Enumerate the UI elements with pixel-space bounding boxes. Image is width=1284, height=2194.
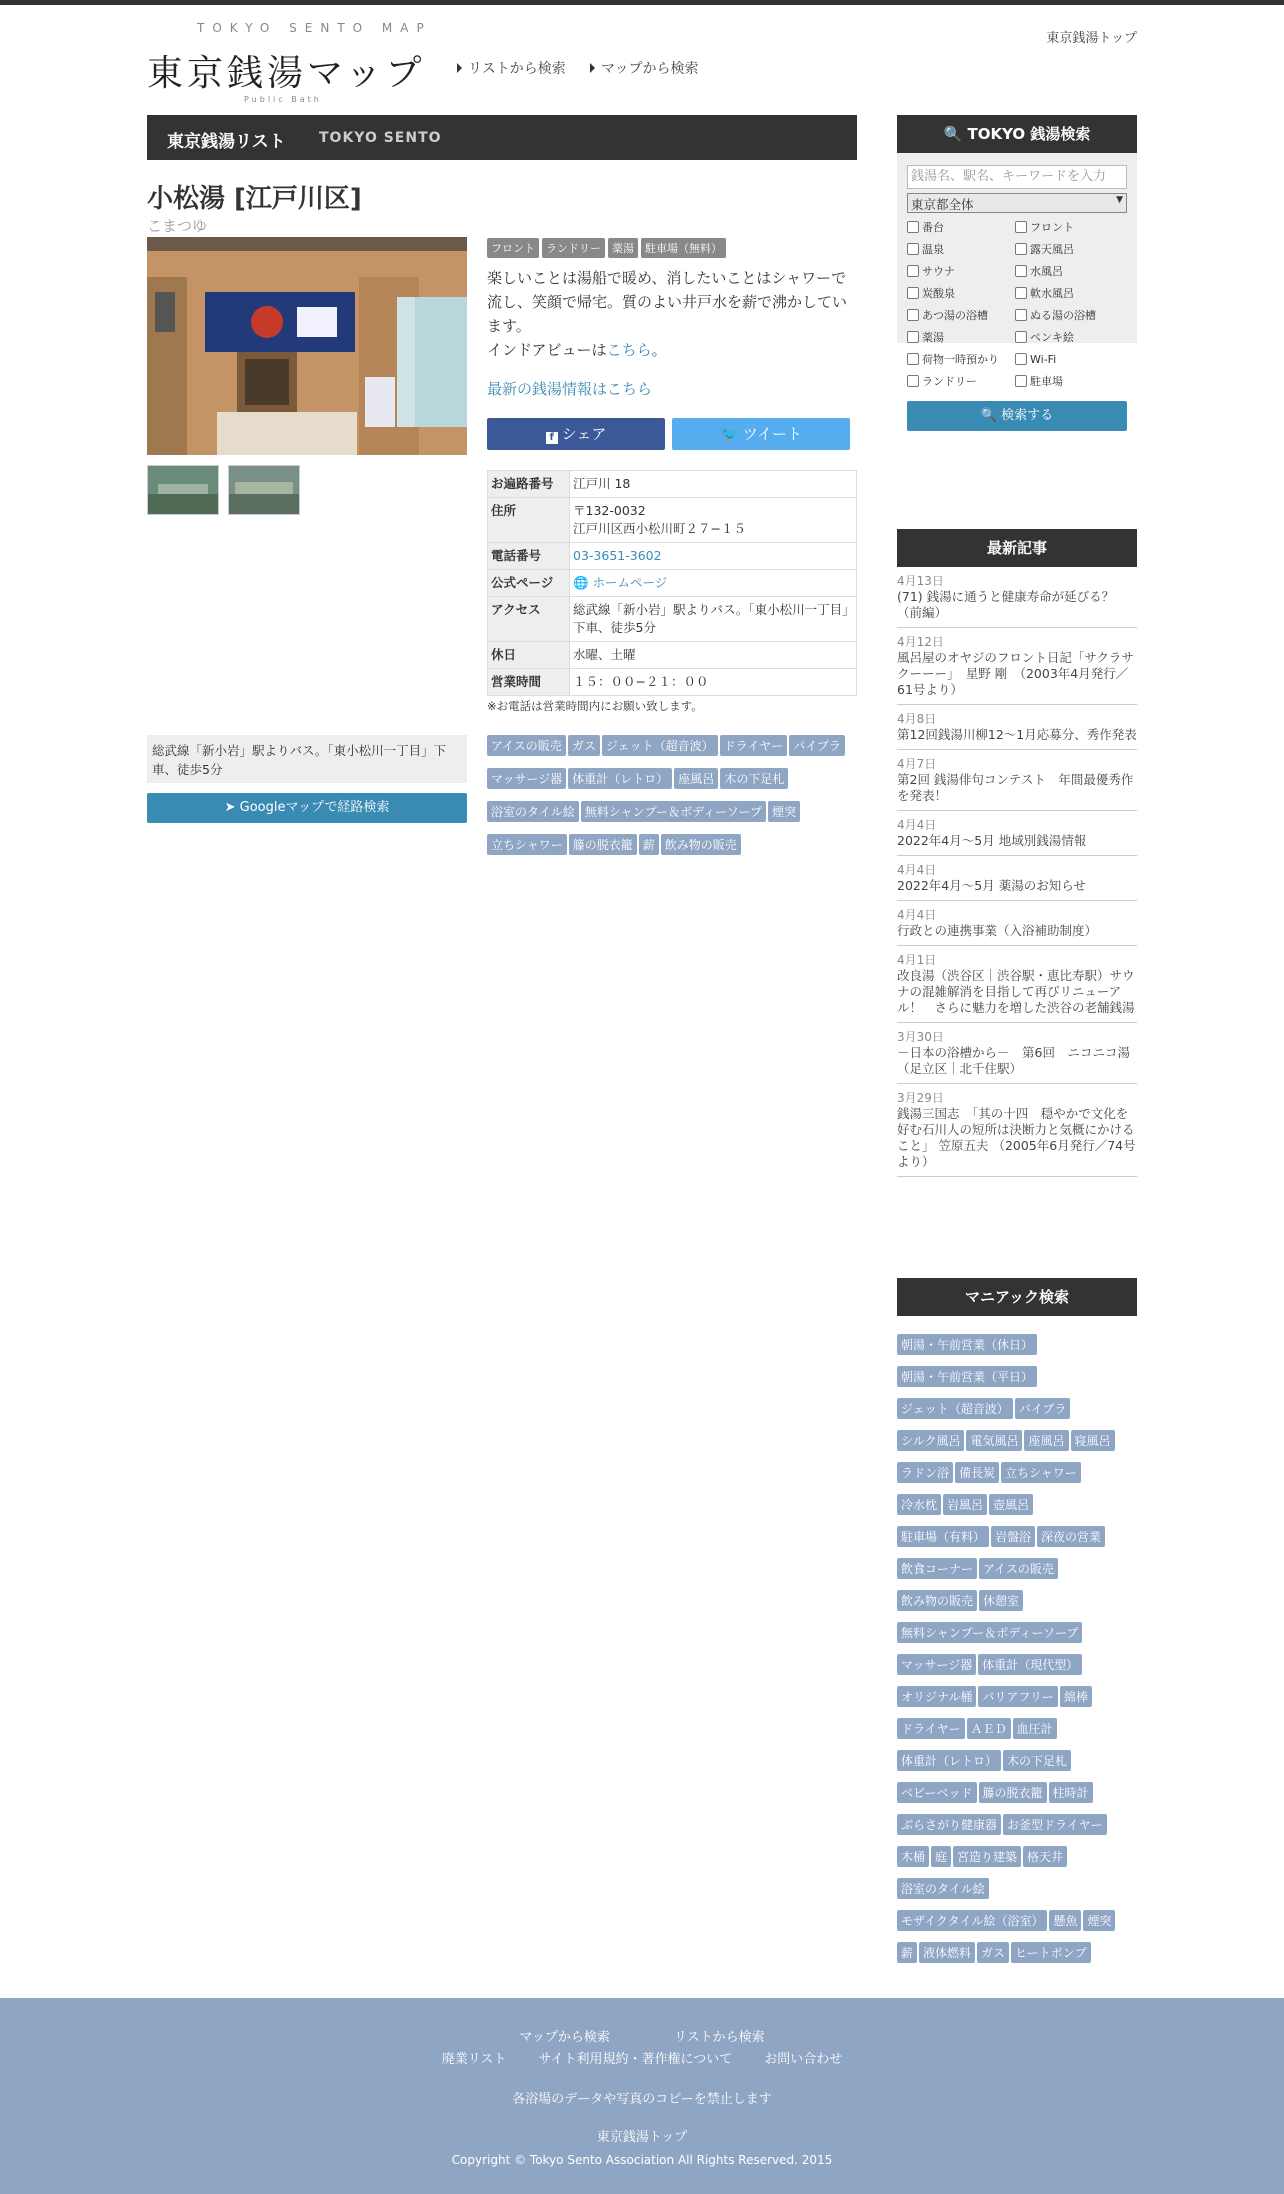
phone-note: ※お電話は営業時間内にお願い致します。 [487,699,703,713]
maniac-tag[interactable]: 深夜の営業 [1037,1526,1105,1547]
news-date: 4月4日 [897,818,937,832]
checkbox-box[interactable] [1015,265,1027,277]
table-row [488,543,857,570]
maniac-tag[interactable]: 飲み物の販売 [897,1590,977,1611]
news-item[interactable] [897,1023,1137,1084]
tweet-label: ツイート [742,425,802,443]
facility-tag[interactable]: 煙突 [768,801,800,822]
news-title[interactable]: －日本の浴槽から－ 第6回 ニコニコ湯（足立区｜北千住駅） [897,1045,1130,1076]
site-header [0,5,1284,115]
checkbox-label: 温泉 [922,243,944,256]
checkbox[interactable] [1015,329,1123,345]
news-item[interactable] [897,705,1137,750]
footer-row [0,2048,1284,2067]
facebook-share-button[interactable] [487,418,665,450]
facebook-icon: f [546,432,558,444]
checkbox[interactable] [1015,263,1123,279]
facility-tag[interactable]: 薪 [639,834,659,855]
interview-suffix: 。 [651,341,667,359]
copyright: Copyright © Tokyo Sento Association All Rights Reserved. 2015 [451,2153,833,2167]
news-item[interactable] [897,811,1137,856]
checkbox-box[interactable] [1015,375,1027,387]
footer-map-link[interactable] [503,2030,625,2045]
search-panel [897,115,1137,423]
maniac-tag[interactable]: 煙突 [1083,1910,1115,1931]
news-title[interactable]: 改良湯（渋谷区｜渋谷駅・恵比寿駅）サウナの混雑解消を目指して再びリニューアル！ さらに魅力を増した渋谷の老舗銭湯 [897,968,1135,1015]
facility-tag[interactable]: 体重計（レトロ） [568,768,672,789]
logo-top-text: TOKYO SENTO MAP [197,21,432,35]
news-item[interactable] [897,567,1137,628]
access-info: 総武線「新小岩」駅よりバス。「東小松川一丁目」下車、徒歩5分 [570,597,857,642]
sento-info-table [487,470,857,696]
checkbox[interactable] [1015,351,1123,367]
facility-tags [487,735,857,867]
copy-notice: 各浴場のデータや写真のコピーを禁止します [512,2092,772,2107]
maniac-tag[interactable]: マッサージ器 [897,1654,976,1675]
footer-top-link[interactable]: 東京銭湯トップ [596,2130,688,2145]
caret-right-icon [590,63,595,73]
facility-tag[interactable]: ドライヤー [720,735,788,756]
row-label: 電話番号 [488,543,570,570]
checkbox-box[interactable] [907,375,919,387]
interview-link[interactable]: こちら [606,341,652,359]
row-label: 営業時間 [488,669,570,696]
news-title[interactable]: (71) 銭湯に通うと健康寿命が延びる？（前編） [897,589,1115,620]
chevron-down-icon: ▼ [1116,195,1123,205]
sento-description [487,266,857,362]
homepage-label: ホームページ [592,575,668,590]
news-date: 4月13日 [897,574,944,588]
sento-photo[interactable] [147,237,467,455]
maniac-tag[interactable]: お釜型ドライヤー [1003,1814,1107,1835]
share-label: シェア [561,425,607,443]
news-date: 4月8日 [897,712,937,726]
footer-link-label: リストから検索 [673,2030,765,2045]
checkbox-box[interactable] [907,287,919,299]
google-map-route-button[interactable] [147,793,467,823]
facility-tag[interactable]: 籐の脱衣籠 [569,834,637,855]
maniac-tag[interactable]: 木桶 [897,1846,929,1867]
news-date: 4月4日 [897,908,937,922]
maniac-tag[interactable]: ラドン浴 [897,1462,953,1483]
maniac-panel-header: マニアック検索 [897,1278,1137,1316]
list-bar [147,115,857,160]
checkbox[interactable] [907,241,1015,257]
keyword-search-input[interactable]: 銭湯名、駅名、キーワードを入力 [907,165,1127,189]
maniac-tag[interactable]: 体重計（レトロ） [897,1750,1001,1771]
checkbox[interactable] [1015,307,1123,323]
maniac-tag[interactable]: 休憩室 [979,1590,1023,1611]
nav-label: マップから検索 [601,61,699,77]
opening-hours: １５：００−２１：００ [570,669,857,696]
checkbox-label: サウナ [922,265,955,278]
checkbox-box[interactable] [1015,353,1027,365]
maniac-tag[interactable]: 木の下足札 [1003,1750,1071,1771]
maniac-tag[interactable]: 壺風呂 [989,1494,1033,1515]
maniac-tag[interactable]: 液体燃料 [919,1942,975,1963]
footer-row [0,2026,1284,2045]
checkbox-box[interactable] [1015,309,1027,321]
table-row [488,597,857,642]
facility-tag[interactable]: ガス [568,735,600,756]
checkbox[interactable] [907,219,1015,235]
search-form [897,153,1137,423]
news-list [897,567,1137,1177]
news-date: 4月1日 [897,953,937,967]
feature-tags [487,237,857,258]
tweet-button[interactable] [672,418,850,450]
maniac-tag-list [897,1316,1137,1974]
search-submit-button[interactable] [907,401,1127,431]
zip-code: 〒132-0032 [573,503,646,518]
maniac-tag[interactable]: バリアフリー [978,1686,1058,1707]
row-label: アクセス [488,597,570,642]
checkbox[interactable] [1015,373,1123,389]
maniac-tag[interactable]: 籐の脱衣籠 [979,1782,1047,1803]
nav-list-search[interactable] [457,58,566,78]
news-title[interactable]: 2022年4月～5月 地域別銭湯情報 [897,833,1087,848]
checkbox-label: Wi-Fi [1030,352,1057,366]
feature-tag: ランドリー [542,238,605,258]
maniac-tag[interactable]: 体重計（現代型） [978,1654,1082,1675]
checkbox[interactable] [907,263,1015,279]
maniac-tag[interactable]: 座風呂 [1024,1430,1068,1451]
checkbox-label: ぬる湯の浴槽 [1030,309,1096,322]
search-icon: 🔍 [980,408,1002,423]
search-icon: 🔍 [943,125,968,143]
feature-tag: フロント [487,238,539,258]
footer-list-link[interactable] [658,2030,781,2045]
checkbox-box[interactable] [907,265,919,277]
checkbox[interactable] [907,307,1015,323]
news-item[interactable] [897,856,1137,901]
table-row [488,471,857,498]
checkbox-label: 駐車場 [1030,375,1063,388]
facility-tag[interactable]: バイブラ [789,735,845,756]
maniac-tag[interactable]: シルク風呂 [897,1430,964,1451]
checkbox-box[interactable] [907,243,919,255]
maniac-tag[interactable]: 備長炭 [955,1462,999,1483]
globe-icon: 🌐 [573,575,593,590]
maniac-tag[interactable]: 電気風呂 [966,1430,1022,1451]
news-date: 4月7日 [897,757,937,771]
checkbox[interactable] [907,373,1015,389]
sento-kana: こまつゆ [147,217,208,235]
feature-checkboxes [907,219,1127,389]
news-item[interactable] [897,1084,1137,1177]
maniac-tag[interactable]: ジェット（超音波） [897,1398,1013,1419]
checkbox-box[interactable] [907,331,919,343]
checkbox[interactable] [1015,241,1123,257]
feature-tag: 駐車場（無料） [641,238,726,258]
maniac-tag[interactable]: バイブラ [1015,1398,1071,1419]
checkbox-label: 露天風呂 [1030,243,1074,256]
checkbox-box[interactable] [1015,243,1027,255]
maniac-tag[interactable]: 庭 [931,1846,951,1867]
checkbox-label: 荷物一時預かり [922,353,999,366]
checkbox-label: 軟水風呂 [1030,287,1074,300]
address-cell [570,498,857,543]
checkbox[interactable] [907,351,1015,367]
checkbox-label: ランドリー [922,375,977,388]
maniac-tag[interactable]: 宮造り建築 [953,1846,1021,1867]
news-date: 4月12日 [897,635,944,649]
news-item[interactable] [897,946,1137,1023]
maniac-tag[interactable]: 血圧計 [1013,1718,1057,1739]
homepage-link[interactable] [573,575,667,590]
checkbox-label: 番台 [922,221,944,234]
footer-link-label: マップから検索 [519,2030,610,2045]
maniac-tag[interactable]: 柱時計 [1049,1782,1093,1803]
table-row [488,642,857,669]
phone-link[interactable]: 03-3651-3602 [573,548,662,563]
maniac-tag[interactable]: 朝湯・午前営業（休日） [897,1334,1037,1355]
news-item[interactable] [897,901,1137,946]
news-title[interactable]: 第2回 銭湯俳句コンテスト 年間最優秀作を発表！ [897,772,1134,803]
news-title[interactable]: 風呂屋のオヤジのフロント日記「サクラサクーーー」 星野 剛 （2003年4月発行／61号より） [897,650,1134,697]
maniac-tag[interactable]: モザイクタイル絵（浴室） [897,1910,1047,1931]
table-row [488,570,857,597]
footer-terms-link[interactable]: サイト利用規約・著作権について [538,2052,733,2067]
news-date: 4月4日 [897,863,937,877]
top-page-link[interactable]: 東京銭湯トップ [1046,31,1137,46]
search-panel-title: TOKYO 銭湯検索 [967,125,1091,143]
row-label: お遍路番号 [488,471,570,498]
checkbox-box[interactable] [907,309,919,321]
facility-tag[interactable]: 座風呂 [674,768,718,789]
maniac-tag[interactable]: 無料シャンプー＆ボディーソープ [897,1622,1082,1643]
area-select[interactable] [907,193,1127,213]
facility-tag[interactable]: マッサージ器 [487,768,566,789]
list-bar-title[interactable]: 東京銭湯リスト [167,132,286,152]
route-label: Googleマップで経路検索 [239,800,390,815]
description-text: 楽しいことは湯船で暖め、消したいことはシャワーで流し、笑顔で帰宅。質のよい井戸水を薪で沸かしています。 [487,269,848,335]
location-arrow-icon: ➤ [224,800,240,815]
maniac-tag[interactable]: ＡＥＤ [967,1718,1011,1739]
facility-tag[interactable]: 無料シャンプー＆ボディーソープ [581,801,766,822]
maniac-tag[interactable]: ガス [977,1942,1009,1963]
facility-tag[interactable]: ジェット（超音波） [602,735,718,756]
henro-number: 江戸川 18 [570,471,857,498]
news-title[interactable]: 銭湯三国志 「其の十四 穏やかで文化を好む石川人の短所は決断力と気概にかけること」 笠原五夫 （2005年6月発行／74号より） [897,1106,1136,1169]
facility-tag[interactable]: 飲み物の販売 [661,834,741,855]
maniac-tag[interactable]: 飲食コーナー [897,1558,977,1579]
footer-closed-list-link[interactable]: 廃業リスト [441,2052,507,2067]
checkbox-label: あつ湯の浴槽 [922,309,988,322]
checkbox-box[interactable] [907,353,919,365]
checkbox[interactable] [907,329,1015,345]
checkbox[interactable] [907,285,1015,301]
sento-name: 小松湯 [江戸川区] [147,184,362,214]
news-date: 3月29日 [897,1091,944,1105]
maniac-tag[interactable]: 岩風呂 [943,1494,987,1515]
news-title[interactable]: 行政との連携事業（入浴補助制度） [897,923,1098,938]
maniac-tag[interactable]: 岩盤浴 [991,1526,1035,1547]
maniac-tag[interactable]: 立ちシャワー [1001,1462,1081,1483]
news-date: 3月30日 [897,1030,944,1044]
maniac-tag[interactable]: ヒートポンプ [1011,1942,1091,1963]
facility-tag[interactable]: アイスの販売 [487,735,566,756]
maniac-tag[interactable]: 薪 [897,1942,917,1963]
maniac-tag[interactable]: 浴室のタイル絵 [897,1878,989,1899]
news-panel-header: 最新記事 [897,529,1137,567]
maniac-tag[interactable]: 朝湯・午前営業（平日） [897,1366,1037,1387]
maniac-tag[interactable]: ドライヤー [897,1718,965,1739]
address: 江戸川区西小松川町２７−１５ [573,521,746,536]
maniac-tag[interactable]: オリジナル桶 [897,1686,976,1707]
nav-label: リストから検索 [468,61,566,77]
table-row [488,498,857,543]
photo-thumbnail[interactable] [228,465,300,515]
row-label: 公式ページ [488,570,570,597]
latest-info-link[interactable]: 最新の銭湯情報はこちら [487,380,653,398]
maniac-tag[interactable]: 格天井 [1023,1846,1067,1867]
checkbox-label: フロント [1030,221,1074,234]
maniac-tag[interactable]: 寝風呂 [1071,1430,1115,1451]
maniac-search-panel [897,1278,1137,1974]
footer-contact-link[interactable]: お問い合わせ [764,2052,843,2067]
maniac-tag[interactable]: 冷水枕 [897,1494,941,1515]
checkbox[interactable] [1015,219,1123,235]
checkbox-box[interactable] [1015,287,1027,299]
news-item[interactable] [897,750,1137,811]
web-cell [570,570,857,597]
search-button-label: 検索する [1001,408,1054,423]
list-bar-sub: TOKYO SENTO [319,130,442,146]
phone-cell [570,543,857,570]
checkbox-label: 水風呂 [1030,265,1063,278]
logo-main-text: 東京銭湯マップ [147,53,426,94]
row-label: 住所 [488,498,570,543]
checkbox-label: 薬湯 [922,331,944,344]
row-label: 休日 [488,642,570,669]
logo-sub-text: Public Bath [244,95,322,104]
maniac-tag[interactable]: 綿棒 [1060,1686,1092,1707]
news-panel [897,529,1137,1177]
news-item[interactable] [897,628,1137,705]
checkbox-box[interactable] [907,221,919,233]
maniac-tag[interactable]: ぶらさがり健康器 [897,1814,1001,1835]
checkbox[interactable] [1015,285,1123,301]
maniac-tag[interactable]: アイスの販売 [979,1558,1058,1579]
site-logo[interactable] [147,21,439,111]
checkbox-label: 炭酸泉 [922,287,955,300]
checkbox-box[interactable] [1015,331,1027,343]
sento-summary [487,237,857,362]
facility-tag[interactable]: 立ちシャワー [487,834,567,855]
closed-days: 水曜、土曜 [570,642,857,669]
nav-map-search[interactable] [590,58,698,78]
site-footer [0,1998,1284,2194]
news-title[interactable]: 2022年4月～5月 薬湯のお知らせ [897,878,1086,893]
news-title[interactable]: 第12回銭湯川柳12～1月応募分、秀作発表 [897,727,1137,742]
photo-thumbnail[interactable] [147,465,219,515]
maniac-tag[interactable]: 懸魚 [1049,1910,1081,1931]
caret-right-icon [457,63,462,73]
checkbox-label: ペンキ絵 [1030,331,1074,344]
checkbox-box[interactable] [1015,221,1027,233]
interview-text: インドアビューは [487,341,607,359]
maniac-tag[interactable]: ベビーベッド [897,1782,977,1803]
access-box: 総武線「新小岩」駅よりバス。「東小松川一丁目」下車、徒歩5分 [147,735,467,783]
facility-tag[interactable]: 木の下足札 [720,768,788,789]
facility-tag[interactable]: 浴室のタイル絵 [487,801,579,822]
feature-tag: 薬湯 [608,238,638,258]
search-panel-header [897,115,1137,153]
area-select-value: 東京都全体 [911,197,974,212]
twitter-icon: 🐦 [720,425,739,443]
table-row [488,669,857,696]
maniac-tag[interactable]: 駐車場（有料） [897,1526,989,1547]
